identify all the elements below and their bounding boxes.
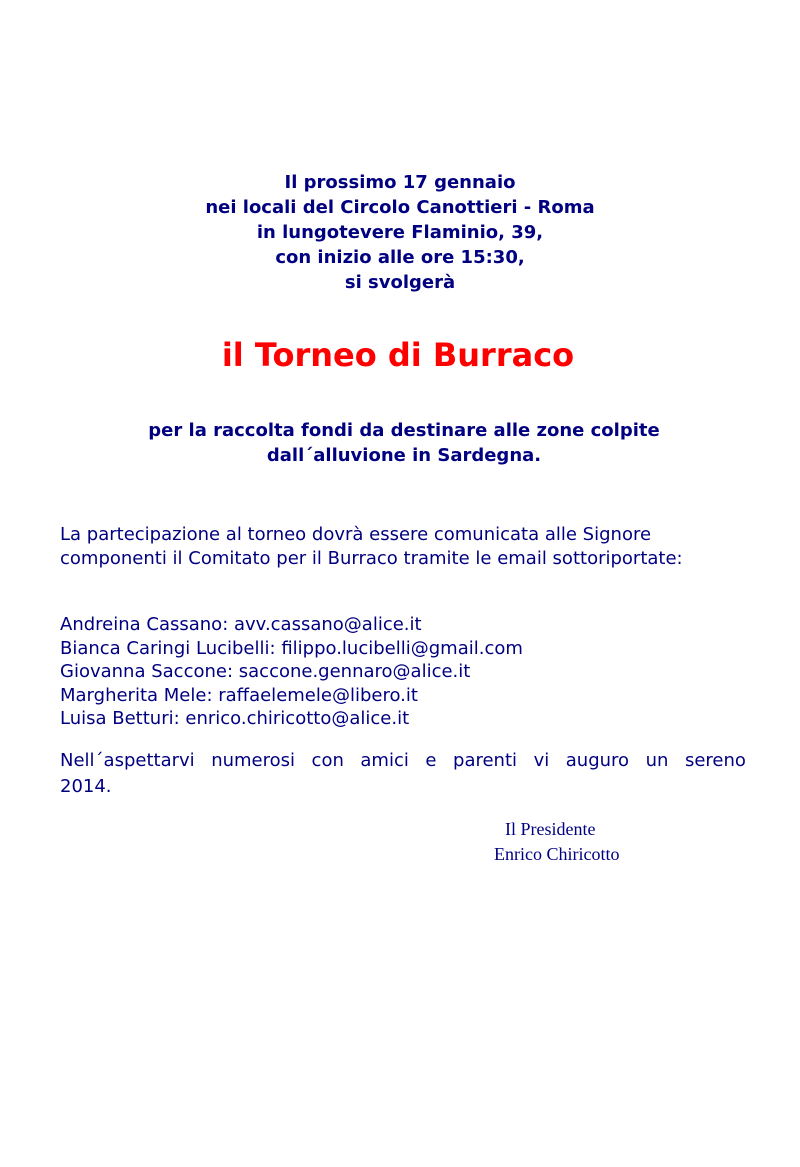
contact-name: Giovanna Saccone: xyxy=(60,661,234,682)
contact-name: Andreina Cassano: xyxy=(60,614,229,635)
contact-email: raffaelemele@libero.it xyxy=(218,684,418,706)
contact-name: Margherita Mele: xyxy=(60,684,213,706)
contact-name: Bianca Caringi Lucibelli: xyxy=(60,637,276,659)
contact-item xyxy=(60,613,760,637)
participation-line-1: La partecipazione al torneo dovrà essere comunicata alle Signore xyxy=(60,524,652,545)
event-venue-line: nei locali del Circolo Canottieri - Roma xyxy=(205,197,595,218)
closing-word: parenti xyxy=(453,750,518,771)
event-address-line: in lungotevere Flaminio, 39, xyxy=(256,222,544,243)
closing-word: numerosi xyxy=(211,750,296,771)
event-verb-line: si svolgerà xyxy=(344,272,456,293)
closing-word: e xyxy=(425,750,437,771)
contact-email: filippo.lucibelli@gmail.com xyxy=(281,637,523,659)
closing-word: auguro xyxy=(565,750,630,771)
participation-paragraph xyxy=(60,523,760,571)
contact-name: Luisa Betturi: xyxy=(60,708,180,729)
event-date-line: Il prossimo 17 gennaio xyxy=(284,172,516,193)
contact-email: saccone.gennaro@alice.it xyxy=(238,661,471,682)
closing-greeting xyxy=(60,748,746,800)
closing-word: sereno xyxy=(684,750,746,771)
contact-email: avv.cassano@alice.it xyxy=(234,614,422,635)
signatory-name: Enrico Chiricotto xyxy=(494,844,620,864)
closing-line-1 xyxy=(60,748,746,774)
contact-item xyxy=(60,637,760,661)
purpose-line-1: per la raccolta fondi da destinare alle zone colpite xyxy=(148,420,660,441)
event-time-line: con inizio alle ore 15:30, xyxy=(275,247,525,268)
closing-word: Nell´aspettarvi xyxy=(60,750,195,771)
signatory-role: Il Presidente xyxy=(505,819,596,839)
closing-word: un xyxy=(645,750,669,771)
purpose-line-2: dall´alluvione in Sardegna. xyxy=(266,445,542,466)
contact-item xyxy=(60,660,760,684)
closing-word: con xyxy=(311,750,344,771)
closing-line-2: 2014. xyxy=(60,776,112,797)
contact-item xyxy=(60,684,760,708)
closing-word: vi xyxy=(533,750,550,771)
participation-line-2: componenti il Comitato per il Burraco tramite le email sottoriportate: xyxy=(60,548,683,569)
committee-contact-list xyxy=(60,613,760,731)
fundraising-purpose xyxy=(0,418,800,468)
event-announcement xyxy=(0,170,800,295)
tournament-title: il Torneo di Burraco xyxy=(221,336,575,374)
signature-block xyxy=(494,817,619,867)
contact-email: enrico.chiricotto@alice.it xyxy=(185,708,410,729)
contact-item xyxy=(60,707,760,731)
closing-word: amici xyxy=(360,750,409,771)
